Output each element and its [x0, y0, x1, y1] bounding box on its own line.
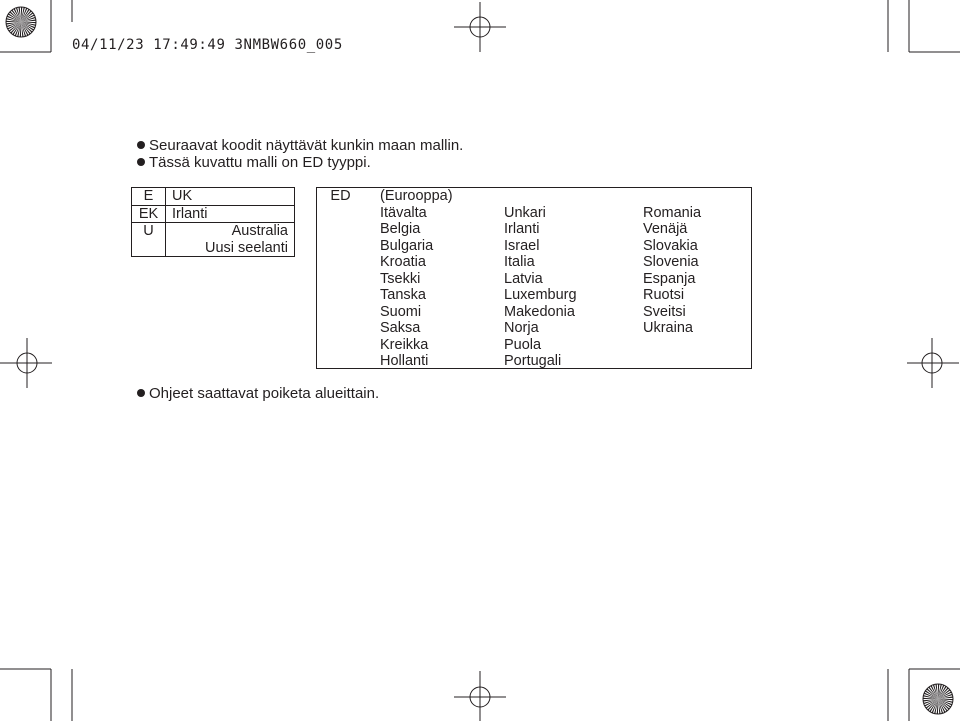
- table-row: [132, 223, 295, 240]
- country-column-2: [504, 205, 577, 370]
- registration-mark-right: [907, 338, 959, 388]
- region-code: [132, 240, 166, 257]
- country-item: Kreikka: [380, 336, 429, 353]
- country-item: Hollanti: [380, 353, 429, 369]
- country-item: Slovenia: [643, 254, 699, 270]
- ed-title: (Eurooppa): [380, 188, 453, 204]
- bullet-dot-icon: [137, 389, 145, 397]
- region-code: U: [132, 223, 166, 240]
- country-item: Kroatia: [380, 254, 426, 270]
- country-item: Bulgaria: [380, 237, 434, 254]
- ed-code: ED: [330, 188, 351, 204]
- country-item: Romania: [643, 204, 702, 221]
- country-item: Israel: [504, 237, 540, 254]
- print-info: 04/11/23 17:49:49 3NMBW660_005: [72, 37, 343, 53]
- country-item: Belgia: [380, 221, 421, 237]
- country-item: Espanja: [643, 270, 696, 287]
- star-wedge: [938, 684, 939, 699]
- region-code-table: [131, 187, 295, 257]
- region-code: E: [132, 188, 166, 206]
- country-column-1: [380, 205, 433, 370]
- country-item: Itävalta: [380, 204, 427, 221]
- star-target-top-left: [6, 7, 36, 37]
- star-wedge: [923, 698, 938, 699]
- registration-mark-top: [454, 2, 506, 52]
- country-item: Norja: [504, 320, 539, 336]
- region-name: UK: [166, 188, 295, 206]
- country-item: Irlanti: [504, 221, 540, 237]
- country-item: Unkari: [504, 204, 546, 221]
- country-item: Makedonia: [504, 303, 575, 320]
- country-item: Slovakia: [643, 237, 698, 254]
- country-item: Puola: [504, 336, 542, 353]
- country-item: Tsekki: [380, 270, 421, 287]
- star-target-bottom-right: [923, 684, 953, 714]
- country-item: Luxemburg: [504, 287, 577, 303]
- country-item: Saksa: [380, 320, 421, 336]
- star-wedge: [937, 699, 938, 714]
- registration-mark-bottom: [454, 671, 506, 721]
- table-row: [132, 240, 295, 257]
- country-item: Latvia: [504, 270, 543, 287]
- table-row: [132, 205, 295, 223]
- country-item: Sveitsi: [643, 303, 686, 320]
- country-column-3: [643, 205, 701, 337]
- star-wedge: [21, 22, 36, 23]
- bullet-line-2: Tässä kuvattu malli on ED tyyppi.: [137, 154, 371, 172]
- country-item: Tanska: [380, 287, 426, 303]
- star-wedge: [6, 21, 21, 22]
- bullet-dot-icon: [137, 141, 145, 149]
- region-name: Irlanti: [166, 205, 295, 223]
- star-wedge: [20, 22, 21, 37]
- country-item: Ruotsi: [643, 287, 685, 303]
- star-wedge: [21, 7, 22, 22]
- bullet-line-1: Seuraavat koodit näyttävät kunkin maan mallin.: [137, 137, 463, 155]
- bullet-footer: Ohjeet saattavat poiketa alueittain.: [137, 385, 379, 403]
- star-wedge: [938, 699, 953, 700]
- country-item: Italia: [504, 254, 535, 270]
- bullet-dot-icon: [137, 158, 145, 166]
- country-item: Portugali: [504, 353, 562, 369]
- ed-region-table: [316, 187, 752, 369]
- country-item: Venäjä: [643, 221, 688, 237]
- country-item: Suomi: [380, 303, 422, 320]
- registration-mark-left: [0, 338, 52, 388]
- country-item: Ukraina: [643, 320, 693, 336]
- table-row: [132, 188, 295, 206]
- region-code: EK: [132, 205, 166, 223]
- region-name: Australia: [166, 223, 295, 240]
- region-name: Uusi seelanti: [166, 240, 295, 257]
